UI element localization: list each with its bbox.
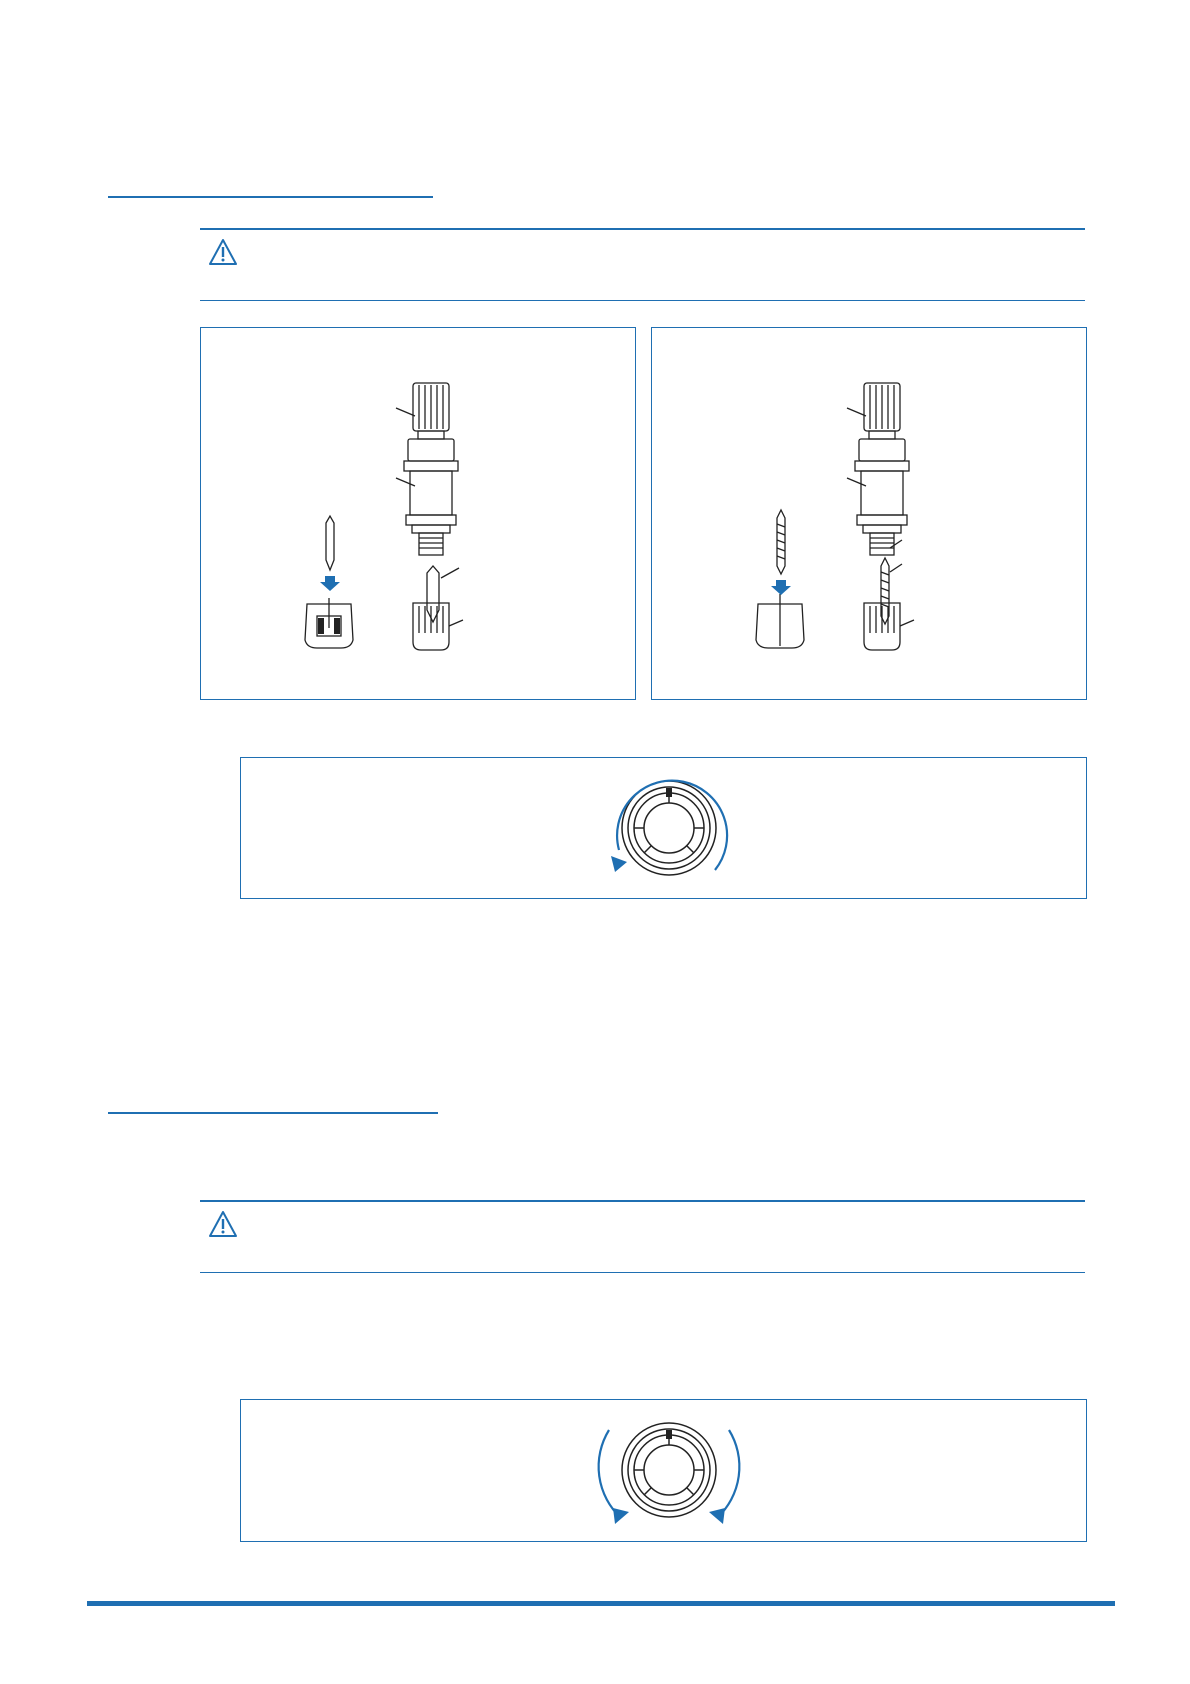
section-heading-rule-1	[108, 196, 433, 198]
figure-cutter-holder-right	[651, 327, 1087, 700]
cap-dial-rotate-both-icon	[241, 1400, 1085, 1540]
cutter-holder-exploded-diagram	[201, 328, 634, 698]
warning-box-1	[200, 228, 1085, 301]
cap-dial-rotate-icon	[241, 758, 1085, 897]
footer-bar	[87, 1601, 1115, 1606]
figure-cap-dial-tighten	[240, 757, 1087, 899]
warning-box-2	[200, 1200, 1085, 1273]
figure-cap-dial-adjust	[240, 1399, 1087, 1542]
warning-triangle-icon	[208, 238, 238, 266]
cutter-holder-exploded-diagram-alt-blade	[652, 328, 1085, 698]
figure-cutter-holder-left	[200, 327, 636, 700]
section-heading-rule-2	[108, 1112, 438, 1114]
warning-triangle-icon	[208, 1210, 238, 1238]
